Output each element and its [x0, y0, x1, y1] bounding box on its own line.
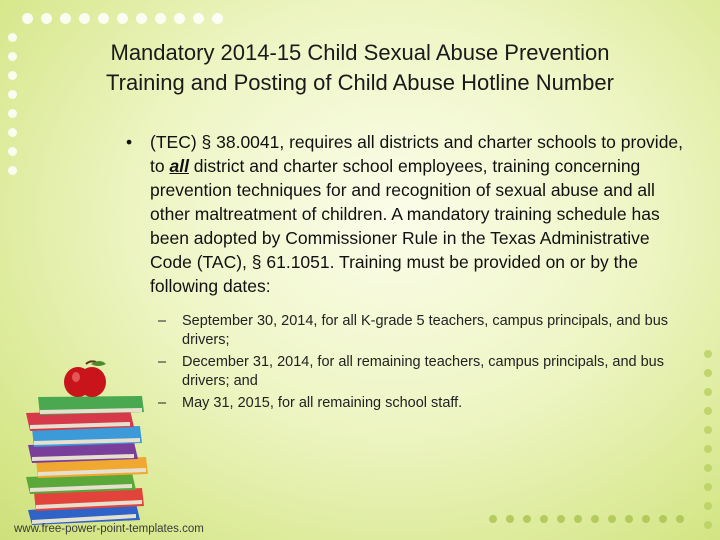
sub-item	[158, 353, 686, 391]
bullet-marker: •	[126, 132, 133, 152]
bullet-item	[126, 130, 686, 413]
bullet-text-after: district and charter school employees, training concerning prevention techniques for and recognition of sexual abuse and all other maltreatment of children. A mandatory training schedule has been adopted by Commissioner Rule in the Texas Administrative Code (TAC), § 61.1051. Training must be provided on or by the following dates:	[150, 156, 660, 296]
sub-item	[158, 312, 686, 350]
book	[38, 396, 144, 415]
sub-marker: –	[158, 313, 167, 329]
slide-title-line-2: Training and Posting of Child Abuse Hotline Number	[106, 70, 614, 95]
decorative-dots-top	[22, 13, 223, 24]
sub-marker: –	[158, 395, 167, 411]
sub-list	[158, 312, 686, 413]
slide-title	[60, 38, 660, 98]
bullet-text-before: (TEC) § 38.0041, requires all districts and charter schools to provide, to	[150, 132, 684, 176]
footer-url: www.free-power-point-templates.com	[14, 523, 204, 535]
decorative-dots-left	[8, 33, 17, 175]
bullet-emphasis: all	[169, 156, 189, 176]
decorative-dots-bottom	[489, 515, 684, 523]
sub-marker: –	[158, 354, 167, 370]
sub-item-text: September 30, 2014, for all K-grade 5 teachers, campus principals, and bus drivers;	[182, 313, 669, 348]
sub-item-text: December 31, 2014, for all remaining teachers, campus principals, and bus drivers; and	[182, 354, 664, 389]
sub-item-text: May 31, 2015, for all remaining school staff.	[182, 395, 463, 411]
apple-icon	[64, 361, 106, 397]
bullet-list	[126, 130, 686, 416]
book-stack-icon	[18, 360, 158, 525]
decorative-dots-right	[704, 350, 712, 540]
slide-title-line-1: Mandatory 2014-15 Child Sexual Abuse Prevention	[110, 40, 610, 65]
sub-item	[158, 394, 686, 413]
bullet-text	[150, 132, 683, 296]
